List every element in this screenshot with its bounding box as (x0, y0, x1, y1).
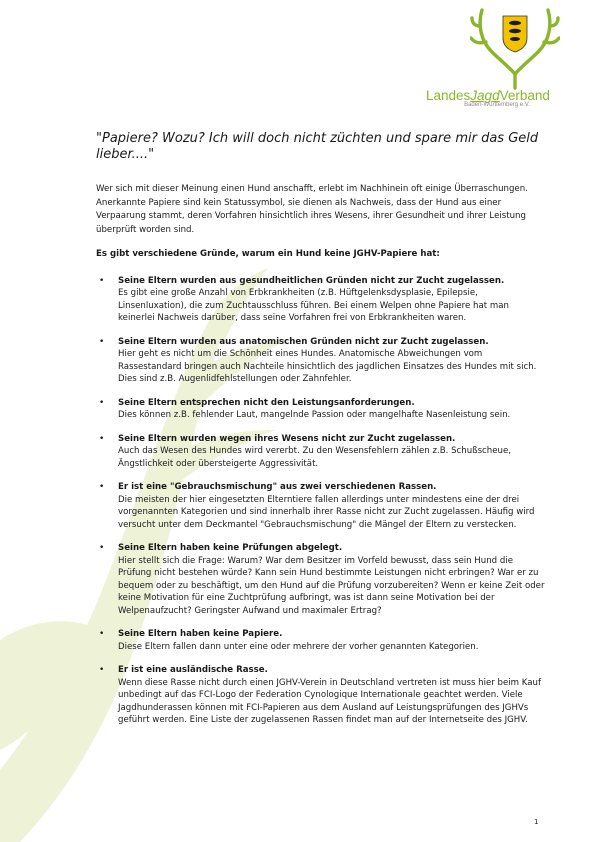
brand-name-left: Landes (426, 88, 471, 103)
reasons-list (96, 275, 546, 727)
bullet-icon: • (99, 275, 105, 286)
list-item (96, 542, 546, 617)
brand-name-right: Verband (499, 88, 550, 103)
reason-body: Es gibt eine große Anzahl von Erbkrankheiten (z.B. Hüftgelenksdysplasie, Epilepsie, Linsenluxation), die zum Zuchtausschluss führen. Bei einem Welpen ohne Papiere hat man keinerlei Nachweis darüber, dass seine Vorfahren frei von Erbkrankheiten waren. (118, 288, 509, 323)
page-number: 1 (534, 818, 539, 826)
reason-body: Hier stellt sich die Frage: Warum? War dem Besitzer im Vorfeld bewusst, dass sein Hund die Prüfung nicht bestehen würde? Kann sein Hund bestimmte Leistungen nicht erbringen? War er zu bequem oder zu beschäftigt, um den Hund auf die Prüfung vorzubereiten? Wenn er keine Zeit oder keine Motivation für eine Zuchtprüfung aufbringt, was ist dann seine Motivation bei der Welpenaufzucht? Geringster Aufwand und maximaler Ertrag? (118, 555, 545, 616)
list-item (96, 275, 546, 325)
list-item (96, 397, 546, 422)
brand-name-mid: Jagd (470, 88, 500, 103)
bullet-icon: • (99, 433, 105, 444)
list-item (96, 481, 546, 531)
intro-paragraph: Wer sich mit dieser Meinung einen Hund anschafft, erlebt im Nachhinein oft einige Überraschungen. Anerkannte Papiere sind kein Statussymbol, sie dienen als Nachweis, dass der Hund aus einer Verpaarung stammt, deren Vorfahren hinsichtlich ihres Wesens, ihrer Gesundheit und ihrer Leistung überprüft worden sind. (96, 184, 528, 235)
reason-head: Seine Eltern wurden aus anatomischen Gründen nicht zur Zucht zugelassen. (118, 336, 489, 347)
reason-body: Hier geht es nicht um die Schönheit eines Hundes. Anatomische Abweichungen vom Rassestandard bringen auch Nachteile hinsichtlich des jagdlichen Einsatzes des Hundes mit sich. Dies sind z.B. Augenlidfehlstellungen oder Zahnfehler. (118, 349, 537, 384)
reason-head: Er ist eine ausländische Rasse. (118, 665, 268, 675)
reason-body: Wenn diese Rasse nicht durch einen JGHV-Verein in Deutschland vertreten ist muss hier beim Kauf unbedingt auf das FCI-Logo der Federation Cynologique Internationale geachtet werden. Viele Jagdhunderassen können mit FCI-Papieren aus dem Ausland auf Leistungsprüfungen des JGHVs geführt werden. Eine Liste der zugelassenen Rassen findet man auf der Internetseite des JGHV. (118, 677, 541, 725)
deer-antlers-crest-icon (470, 4, 560, 92)
bullet-icon: • (99, 336, 105, 347)
list-item (96, 664, 546, 727)
bullet-icon: • (99, 665, 105, 675)
bullet-icon: • (99, 629, 105, 639)
bullet-icon: • (99, 543, 105, 553)
reason-head: Seine Eltern haben keine Papiere. (118, 629, 283, 639)
reason-body: Dies können z.B. fehlender Laut, mangelnde Passion oder mangelhafte Nasenleistung sein. (118, 410, 511, 420)
document-body (96, 131, 546, 738)
list-item (96, 433, 546, 471)
reason-head: Seine Eltern haben keine Prüfungen abgelegt. (118, 543, 343, 553)
bullet-icon: • (99, 482, 105, 492)
reason-head: Seine Eltern wurden aus gesundheitlichen Gründen nicht zur Zucht zugelassen. (118, 275, 505, 286)
reason-head: Er ist eine "Gebrauchsmischung" aus zwei verschiedenen Rassen. (118, 482, 437, 492)
page-title: "Papiere? Wozu? Ich will doch nicht züchten und spare mir das Geld lieber...." (96, 131, 539, 162)
reason-head: Seine Eltern entsprechen nicht den Leistungsanforderungen. (118, 397, 415, 408)
reason-head: Seine Eltern wurden wegen ihres Wesens nicht zur Zucht zugelassen. (118, 433, 456, 444)
reason-body: Die meisten der hier eingesetzten Elterntiere fallen allerdings unter mindestens eine der drei vorgenannten Kategorien und sind innerhalb ihrer Rasse nicht zur Zucht zugelassen. Häufig wird versucht unter dem Deckmantel "Gebrauchsmischung" die Mängel der Eltern zu verstecken. (118, 494, 535, 530)
list-item (96, 336, 546, 386)
reason-body: Diese Eltern fallen dann unter eine oder mehrere der vorher genannten Kategorien. (118, 641, 479, 652)
lead-heading: Es gibt verschiedene Gründe, warum ein Hund keine JGHV-Papiere hat: (96, 249, 440, 259)
list-item (96, 628, 546, 653)
bullet-icon: • (99, 397, 105, 408)
brand-name (426, 88, 560, 103)
reason-body: Auch das Wesen des Hundes wird vererbt. Zu den Wesensfehlern zählen z.B. Schußscheue, Ängstlichkeit oder übersteigerte Aggressivität. (118, 446, 511, 469)
brand-subtitle: Baden-Württemberg e.V. (464, 102, 530, 108)
